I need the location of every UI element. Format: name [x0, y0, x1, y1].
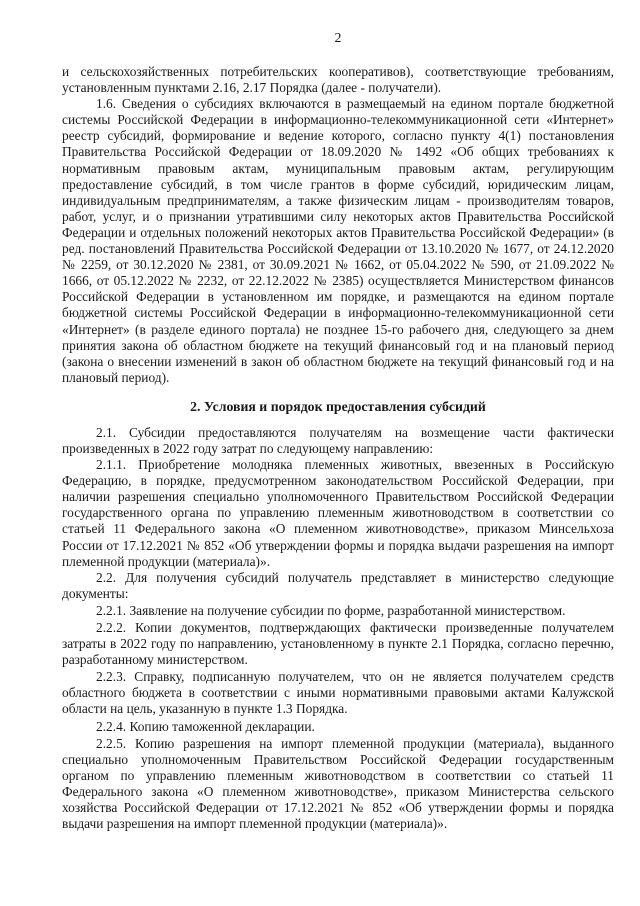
- paragraph-2-2-4: 2.2.4. Копию таможенной декларации.: [96, 718, 315, 734]
- paragraph-2-2-1: 2.2.1. Заявление на получение субсидии по форме, разработанной министерством.: [96, 602, 566, 618]
- section-heading: 2. Условия и порядок предоставления субсидий: [190, 398, 486, 414]
- document-page: [62, 30, 614, 832]
- paragraph-2-1-1: 2.1.1. Приобретение молодняка племенных животных, ввезенных в Российскую Федерацию, в порядке, предусмотренном законодательством Российской Федерации, при наличии разрешения специально уполномоченного Правительством Российской Федерации государственного органа по управлению племенным животноводством в соответствии со статьей 11 Федерального закона «О племенном животноводстве», приказом Минсельхоза России от 17.12.2021 № 852 «Об утверждении формы и порядка выдачи разрешения на импорт племенной продукции (материала)».: [62, 457, 614, 569]
- paragraph-1-6: 1.6. Сведения о субсидиях включаются в размещаемый на едином портале бюджетной системы Российской Федерации в информационно-телекоммуникационной сети «Интернет» реестр субсидий, формирование и ведение которого, согласно пункту 4(1) постановления Правительства Российской Федерации от 18.09.2020 № 1492 «Об общих требованиях к нормативным правовым актам, муниципальным правовым актам, регулирующим предоставление субсидий, в том числе грантов в форме субсидий, юридическим лицам, индивидуальным предпринимателям, а также физическим лицам - производителям товаров, работ, услуг, и о признании утратившими силу некоторых актов Правительства Российской Федерации и отдельных положений некоторых актов Правительства Российской Федерации» (в ред. постановлений Правительства Российской Федерации от 13.10.2020 № 1677, от 24.12.2020 № 2259, от 30.12.2020 № 2381, от 30.09.2021 № 1662, от 05.04.2022 № 590, от 21.09.2022 № 1666, от 05.12.2022 № 2232, от 22.12.2022 № 2385) осуществляется Министерством финансов Российской Федерации в установленном им порядке, и размещаются на едином портале бюджетной системы Российской Федерации в информационно-телекоммуникационной сети «Интернет» (в разделе единого портала) не позднее 15-го рабочего дня, следующего за днем принятия закона об областном бюджете на текущий финансовый год и на плановый период (закона о внесении изменений в закон об областном бюджете на текущий финансовый год и на плановый период).: [62, 96, 614, 385]
- paragraph-2-2: 2.2. Для получения субсидий получатель представляет в министерство следующие документы:: [62, 569, 614, 601]
- paragraph-2-2-2: 2.2.2. Копии документов, подтверждающих фактически произведенные получателем затраты в 2022 году по направлению, установленному в пункте 2.1 Порядка, согласно перечню, разработанному министерством.: [62, 620, 614, 668]
- paragraph-2-2-5: 2.2.5. Копию разрешения на импорт племенной продукции (материала), выданного специально уполномоченным Правительством Российской Федерации государственным органом по управлению племенным животноводством в соответствии со статьей 11 Федерального закона «О племенном животноводстве», приказом Министерства сельского хозяйства Российской Федерации от 17.12.2021 № 852 «Об утверждении формы и порядка выдачи разрешения на импорт племенной продукции (материала)».: [62, 735, 614, 832]
- paragraph-2-1: 2.1. Субсидии предоставляются получателям на возмещение части фактически произведенных в 2022 году затрат по следующему направлению:: [62, 424, 614, 456]
- paragraph-continuation: и сельскохозяйственных потребительских кооперативов), соответствующие требованиям, установленным пунктами 2.16, 2.17 Порядка (далее - получатели).: [62, 64, 614, 96]
- page-number: 2: [334, 31, 342, 46]
- paragraph-2-2-3: 2.2.3. Справку, подписанную получателем, что он не является получателем средств областного бюджета в соответствии с иными нормативными правовыми актами Калужской области на цель, указанную в пункте 1.3 Порядка.: [62, 669, 614, 717]
